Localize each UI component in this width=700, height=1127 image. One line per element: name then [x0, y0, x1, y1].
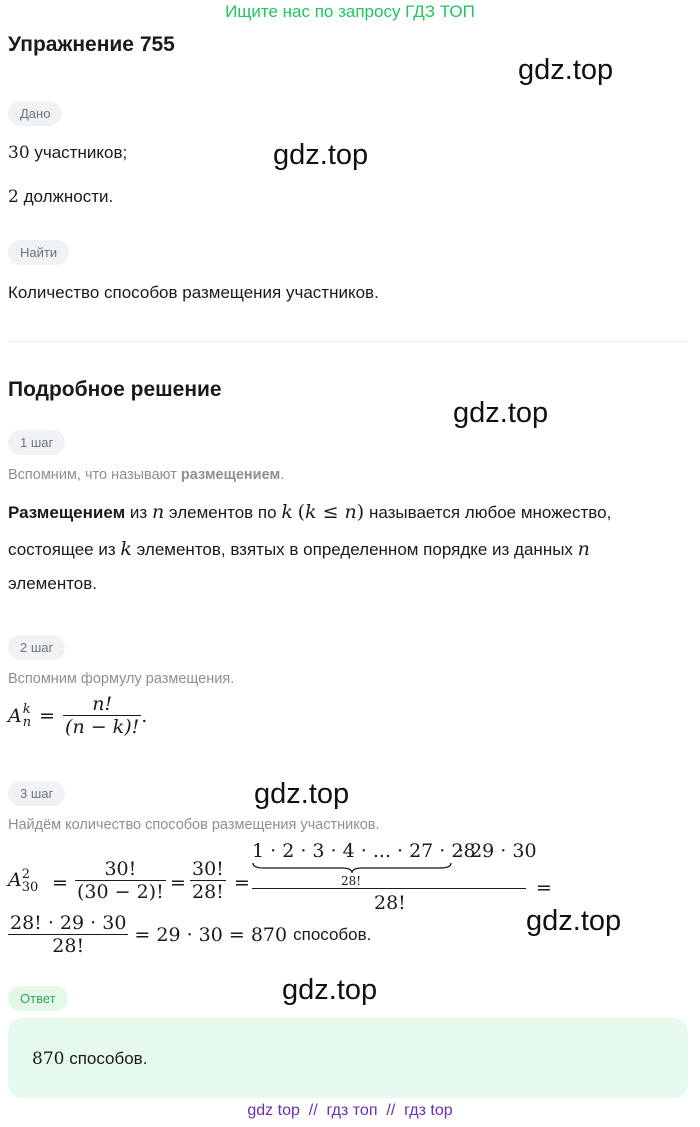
- calc-result: = 29 · 30 = 870: [134, 923, 288, 946]
- watermark: gdz.top: [273, 139, 369, 171]
- definition-word: из: [129, 503, 148, 522]
- step1-hint-prefix: Вспомним, что называют: [8, 467, 181, 483]
- definition-word: состоящее из: [8, 540, 116, 559]
- definition-line-2: [8, 538, 693, 560]
- equals-sign: =: [234, 872, 250, 894]
- search-banner: Ищите нас по запросу ГДЗ ТОП: [225, 2, 475, 21]
- watermark: gdz.top: [526, 905, 622, 937]
- step1-hint-bold: размещением: [180, 467, 281, 483]
- page-title: Упражнение 755: [8, 33, 175, 56]
- math-var-n: n: [577, 538, 590, 560]
- fraction-numerator: 28! · 29 · 30: [10, 912, 127, 934]
- definition-word: элементов по: [168, 503, 277, 522]
- answer-number: 870: [32, 1049, 65, 1069]
- fraction-numerator: 30!: [192, 858, 224, 880]
- step1-hint-suffix: .: [280, 467, 285, 483]
- fraction-numerator: 30!: [104, 858, 137, 880]
- participants-count: 30: [8, 143, 30, 163]
- math-var-n: n: [151, 501, 165, 523]
- underbrace-label: 28!: [341, 874, 362, 888]
- step3-badge: 3 шаг: [8, 781, 65, 806]
- definition-line-3: элементов.: [8, 574, 98, 593]
- math-condition: [298, 501, 365, 523]
- paren-open: (: [297, 501, 305, 523]
- formula-lhs-base: A: [8, 704, 22, 727]
- given-line-positions: [8, 187, 113, 207]
- answer-unit: способов.: [69, 1049, 148, 1068]
- calculation-line-2: [8, 912, 371, 957]
- calc-fraction-1: [75, 858, 166, 903]
- equals-sign: =: [52, 872, 68, 894]
- given-badge: Дано: [8, 101, 62, 126]
- calc-fraction-2: [190, 858, 226, 903]
- section-divider: [8, 341, 688, 342]
- solution-title: Подробное решение: [8, 378, 222, 401]
- underbrace-icon: [252, 862, 452, 874]
- math-var-k: k: [281, 501, 293, 523]
- footer-links: gdz top // гдз топ // гдз top: [247, 1102, 453, 1119]
- participants-text: участников;: [34, 143, 128, 162]
- find-text: Количество способов размещения участников.: [8, 283, 379, 302]
- answer-badge: Ответ: [8, 986, 68, 1011]
- product-tail: · 29 · 30: [458, 840, 537, 862]
- math-var-n: n: [344, 501, 357, 523]
- answer-text: [32, 1049, 147, 1069]
- formula-lhs-sup: k: [22, 701, 31, 717]
- calc-lhs-sub: 30: [21, 880, 39, 895]
- formula-arrangements: [8, 693, 147, 738]
- fraction-denominator: (30 − 2)!: [77, 881, 164, 903]
- step1-hint: [8, 467, 284, 483]
- calc-fraction-4: [8, 912, 128, 957]
- step2-badge: 2 шаг: [8, 635, 65, 660]
- equals-sign: =: [39, 704, 56, 727]
- math-var-k: k: [120, 538, 132, 560]
- calculation-line-1: [8, 838, 698, 916]
- formula-fraction: [63, 693, 141, 738]
- step2-hint: Вспомним формулу размещения.: [8, 671, 235, 687]
- fraction-denominator: (n − k)!: [65, 716, 140, 738]
- positions-text: должности.: [23, 187, 114, 206]
- definition-word: называется любое множество,: [368, 503, 612, 522]
- fraction-denominator: 28!: [192, 881, 224, 903]
- watermark: gdz.top: [518, 54, 614, 86]
- fraction-bar: [252, 888, 526, 889]
- calc-lhs: [8, 868, 38, 894]
- equals-sign: =: [170, 872, 186, 894]
- definition-word: элементов, взятых в определенном порядке из данных: [136, 540, 573, 559]
- calc-result-unit: способов.: [293, 924, 372, 944]
- big-denominator: 28!: [374, 892, 406, 914]
- watermark: gdz.top: [453, 397, 549, 429]
- math-var-k: k: [305, 501, 317, 523]
- calc-lhs-sup: 2: [21, 867, 31, 882]
- step3-hint: Найдём количество способов размещения участников.: [8, 817, 380, 833]
- positions-count: 2: [8, 187, 19, 207]
- definition-line-1: [8, 501, 693, 523]
- watermark: gdz.top: [254, 778, 350, 810]
- step1-badge: 1 шаг: [8, 430, 65, 455]
- paren-close: ): [356, 501, 365, 523]
- formula-lhs-sub: n: [22, 714, 32, 730]
- given-line-participants: [8, 143, 127, 163]
- find-badge: Найти: [8, 240, 69, 265]
- le-sign: ≤: [322, 501, 339, 523]
- equals-sign: =: [536, 877, 552, 899]
- calc-lhs-base: A: [8, 869, 22, 891]
- fraction-denominator: 28!: [8, 934, 128, 957]
- definition-term: Размещением: [8, 503, 126, 522]
- underbrace-product: 1 · 2 · 3 · 4 · ... · 27 · 28: [252, 840, 476, 862]
- fraction-numerator: n!: [92, 693, 113, 715]
- watermark: gdz.top: [282, 974, 378, 1006]
- formula-period: .: [141, 704, 148, 727]
